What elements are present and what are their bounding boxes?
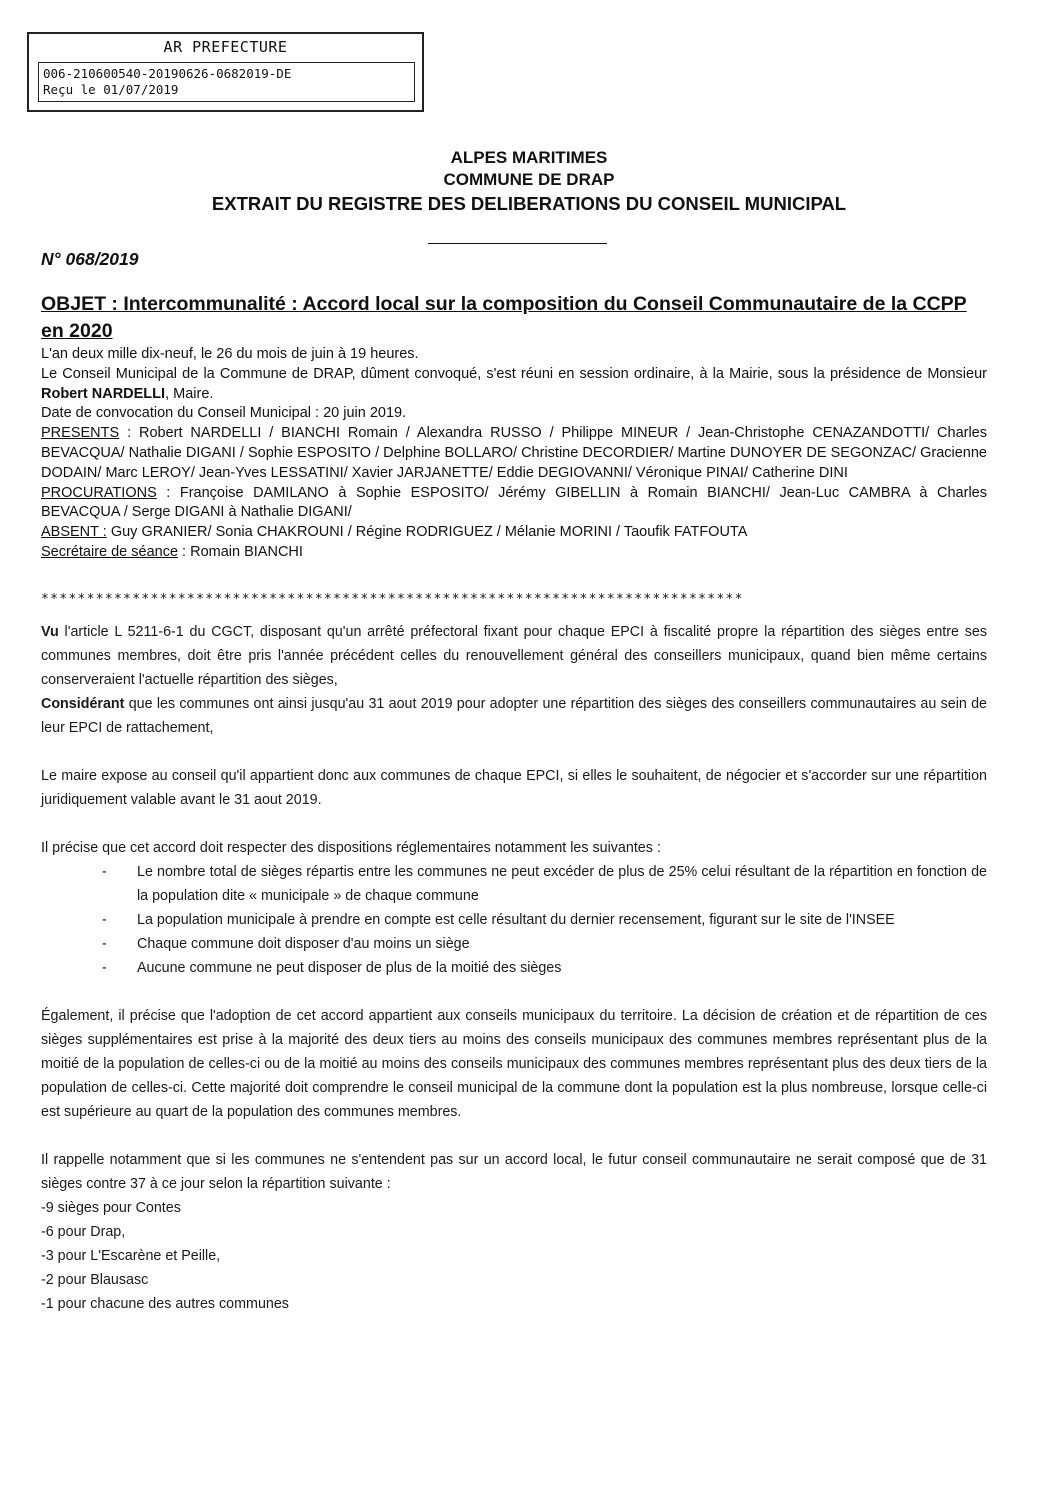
stamp-received-date: Reçu le 01/07/2019 bbox=[43, 82, 179, 97]
egalement-paragraph: Également, il précise que l'adoption de cet accord appartient aux conseils municipaux du territoire. La décision de création et de répartition de ces sièges supplémentaires est prise à la majorité des deux tiers au moins des conseils municipaux des communes membres représentant plus de la moitié de la population de celles-ci ou de la moitié au moins des conseils municipaux des communes membres représentant plus des deux tiers de la population de celles-ci. Cette majorité doit comprendre le conseil municipal de la commune dont la population est la plus nombreuse, lorsque celle-ci est supérieure au quart de la population des communes membres. bbox=[41, 1008, 987, 1120]
list-item: -9 sièges pour Contes bbox=[41, 1200, 181, 1216]
presents-list: PRESENTS : Robert NARDELLI / BIANCHI Romain / Alexandra RUSSO / Philippe MINEUR / Jean-Christophe CENAZANDOTTI/ Charles BEVACQUA/ Nathalie DIGANI / Sophie ESPOSITO / Delphine BOLLARO/ Christine DECORDIER/ Martine DUNOYER DE SEGONZAC/ Gracienne DODAIN/ Marc LEROY/ Jean-Yves LESSATINI/ Xavier JARJANETTE/ Eddie DEGIOVANNI/ Véronique PINAI/ Catherine DINI bbox=[41, 425, 987, 481]
stamp-reference: 006-210600540-20190626-0682019-DE bbox=[43, 66, 292, 81]
register-title: EXTRAIT DU REGISTRE DES DELIBERATIONS DU CONSEIL MUNICIPAL bbox=[211, 193, 847, 214]
stamp-title: AR PREFECTURE bbox=[163, 38, 288, 56]
vu-paragraph: Vu l'article L 5211-6-1 du CGCT, disposant qu'un arrêté préfectoral fixant pour chaque EPCI à fiscalité propre la répartition des sièges entre ses communes membres, doit être pris l'année précédent celles du renouvellement général des conseillers municipaux, quand bien même certains conserveraient l'actuelle répartition des sièges, bbox=[41, 624, 987, 688]
secretaire-line: Secrétaire de séance : Romain BIANCHI bbox=[41, 543, 303, 560]
list-item: -3 pour L'Escarène et Peille, bbox=[41, 1248, 221, 1264]
commune-title: COMMUNE DE DRAP bbox=[443, 170, 615, 189]
absent-label: ABSENT : bbox=[41, 524, 107, 541]
prefecture-stamp bbox=[27, 32, 424, 112]
maire-expose-paragraph: Le maire expose au conseil qu'il appartient donc aux communes de chaque EPCI, si elles le souhaitent, de négocier et s'accorder sur une répartition juridiquement valable avant le 31 aout 2019. bbox=[41, 768, 987, 808]
mayor-name: Robert NARDELLI bbox=[41, 385, 166, 402]
precise-paragraph: Il précise que cet accord doit respecter des dispositions réglementaires notamment les suivantes : bbox=[41, 840, 661, 856]
stamp-details bbox=[38, 62, 415, 102]
department-title: ALPES MARITIMES bbox=[450, 148, 608, 167]
convocation-date: Date de convocation du Conseil Municipal : 20 juin 2019. bbox=[41, 405, 407, 422]
list-item: -6 pour Drap, bbox=[41, 1224, 126, 1240]
seat-distribution-list bbox=[41, 1196, 987, 1316]
session-convened: Le Conseil Municipal de la Commune de DRAP, dûment convoqué, s'est réuni en session ordinaire, à la Mairie, sous la présidence de Monsieur Robert NARDELLI, Maire. bbox=[41, 365, 987, 402]
list-item: -1 pour chacune des autres communes bbox=[41, 1296, 289, 1312]
procurations-list: PROCURATIONS : Françoise DAMILANO à Sophie ESPOSITO/ Jérémy GIBELLIN à Romain BIANCHI/ Jean-Luc CAMBRA à Charles BEVACQUA / Serge DIGANI à Nathalie DIGANI/ bbox=[41, 484, 987, 521]
requirements-list bbox=[41, 860, 987, 980]
document-header bbox=[0, 147, 1058, 217]
deliberation-body bbox=[41, 620, 987, 1316]
list-item: -2 pour Blausasc bbox=[41, 1272, 149, 1288]
objet-title: OBJET : Intercommunalité : Accord local sur la composition du Conseil Communautaire de la CCPP en 2020 bbox=[41, 293, 967, 342]
session-date: L'an deux mille dix-neuf, le 26 du mois de juin à 19 heures. bbox=[41, 346, 419, 362]
deliberation-number: N° 068/2019 bbox=[41, 249, 139, 269]
secretaire-label: Secrétaire de séance bbox=[41, 543, 179, 560]
absent-list: ABSENT : Guy GRANIER/ Sonia CHAKROUNI / Régine RODRIGUEZ / Mélanie MORINI / Taoufik FATFOUTA bbox=[41, 524, 748, 541]
header-divider bbox=[428, 243, 607, 244]
presents-label: PRESENTS bbox=[41, 425, 120, 442]
list-item: - La population municipale à prendre en compte est celle résultant du dernier recensement, figurant sur le site de l'INSEE bbox=[102, 912, 895, 928]
list-item: - Aucune commune ne peut disposer de plus de la moitié des sièges bbox=[102, 960, 562, 976]
considerant-paragraph: Considérant que les communes ont ainsi jusqu'au 31 aout 2019 pour adopter une répartition des sièges des conseillers communautaires au sein de leur EPCI de rattachement, bbox=[41, 696, 987, 736]
rappelle-paragraph: Il rappelle notamment que si les communes ne s'entendent pas sur un accord local, le futur conseil communautaire ne serait composé que de 31 sièges contre 37 à ce jour selon la répartition suivante : bbox=[41, 1152, 987, 1192]
separator-stars: ***************************************************************************** bbox=[41, 592, 744, 607]
procurations-label: PROCURATIONS bbox=[41, 484, 157, 501]
list-item: - Chaque commune doit disposer d'au moins un siège bbox=[102, 936, 470, 952]
session-intro bbox=[41, 345, 987, 563]
list-item: - Le nombre total de sièges répartis entre les communes ne peut excéder de plus de 25% celui résultant de la répartition en fonction de la population dite « municipale » de chaque commune bbox=[102, 864, 987, 904]
